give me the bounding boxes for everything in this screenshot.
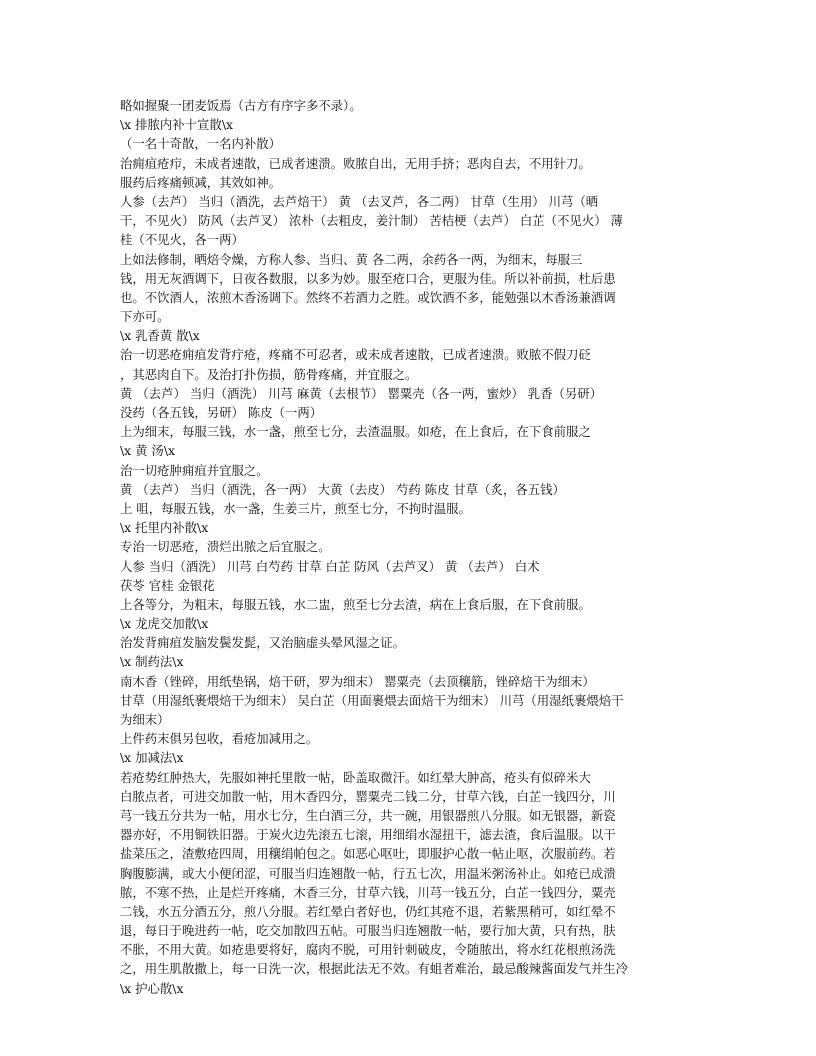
text-line: 桂（不见火，各一两） — [120, 232, 244, 248]
text-line: 甘草（用湿纸裹煨焙干为细末） 吴白芷（用面裹煨去面焙干为细末） 川芎（用湿纸裹煨焙干 — [120, 692, 624, 708]
text-line: 略如握聚一团麦饭焉（古方有序字多不录）。 — [120, 98, 362, 113]
text-line: 若疮势红肿热大，先服如神托里散一帖，卧盖取微汗。如红晕大肿高，疮头有似碎米大 — [120, 769, 591, 785]
text-line: 人参（去芦） 当归（酒洗，去芦焙干） 黄 （去叉芦，各二两） 甘草（生用） 川芎（晒 — [120, 193, 599, 209]
section-heading: \x 制药法\x — [120, 654, 184, 670]
text-line: （一名十奇散，一名内补散） — [120, 136, 282, 152]
text-line: ，其恶肉自下。及治打扑伤损，筋骨疼痛，并宜服之。 — [120, 366, 418, 382]
text-line: 退，每日于晚进药一帖，吃交加散四五帖。可服当归连翘散一帖，要行加大黄，只有热，肤 — [120, 923, 616, 939]
text-line: 上如法修制，晒焙令燥，方称人参、当归、黄 各二两，余药各一两，为细末，每服三 — [120, 251, 583, 267]
document-page — [120, 96, 698, 998]
text-line: 不胀，不用大黄。如疮患要将好，腐肉不脱，可用针刺破皮，令随脓出，将水红花根煎汤洗 — [120, 942, 616, 958]
text-line: 治一切疮肿痈疽并宜服之。 — [120, 462, 269, 478]
text-line: 为细末） — [120, 712, 170, 727]
section-heading: \x 黄 汤\x — [120, 443, 175, 459]
text-line: 脓，不寒不热，止是烂开疼痛，木香三分，甘草六钱，川芎一钱五分，白芷一钱四分，粟壳 — [120, 884, 616, 900]
section-heading: \x 排脓内补十宣散\x — [120, 117, 233, 133]
text-line: 人参 当归（酒洗） 川芎 白芍药 甘草 白芷 防风（去芦叉） 黄 （去芦） 白术 — [120, 558, 540, 574]
text-line: 治一切恶疮痈疽发背疔疮，疼痛不可忍者，或未成者速散，已成者速溃。败脓不假刀砭 — [120, 347, 591, 363]
text-line: 治发背痈疽发脑发鬓发髭，又治脑虚头晕风湿之证。 — [120, 635, 405, 651]
text-line: 茯苓 官桂 金银花 — [120, 577, 215, 593]
text-line: 治痈疽疮疖，未成者速散，已成者速溃。败脓自出，无用手挤；恶肉自去，不用针刀。 — [120, 155, 591, 171]
text-line: 芎一钱五分共为一帖，用水七分，生白酒三分，共一碗，用银器煎八分服。如无银器，新瓷 — [120, 807, 616, 823]
text-line: 胸腹膨满，或大小便闭涩，可服当归连翘散一帖，行五七次，用温米粥汤补止。如疮已成溃 — [120, 865, 616, 881]
text-line: 没药（各五钱，另研） 陈皮（一两） — [120, 405, 323, 420]
section-heading: \x 加减法\x — [120, 750, 184, 766]
text-line: 上件药末俱另包收，看疮加减用之。 — [120, 731, 319, 747]
text-line: 钱，用无灰酒调下，日夜各数服，以多为妙。服至疮口合，更服为佳。所以补前损，杜后患 — [120, 270, 616, 286]
text-line: 白脓点者，可进交加散一帖，用木香四分，罂粟壳二钱二分，甘草六钱，白芷一钱四分，川 — [120, 788, 616, 804]
text-line: 南木香（锉碎，用纸垫锅，焙干研，罗为细末） 罂粟壳（去顶穰筋，锉碎焙干为细末） — [120, 673, 595, 689]
text-line: 之，用生肌散撒上，每一日洗一次，根据此法无不效。有蛆者难治，最忌酸辣酱面发气并生冷 — [120, 961, 629, 977]
section-heading: \x 托里内补散\x — [120, 520, 209, 536]
section-heading: \x 龙虎交加散\x — [120, 616, 209, 632]
text-line: 下亦可。 — [120, 309, 170, 325]
text-line: 盐菜压之，渣敷疮四周，用穰绢帕包之。如恶心呕吐，即服护心散一帖止呕，次服前药。若 — [120, 846, 616, 862]
text-line: 黄 （去芦） 当归（酒洗） 川芎 麻黄（去根节） 罂粟壳（各一两，蜜炒） 乳香（另研） — [120, 385, 603, 401]
text-line: 上各等分，为粗末，每服五钱，水二盅，煎至七分去渣，病在上食后服，在下食前服。 — [120, 596, 591, 612]
text-line: 服药后疼痛顿减，其效如神。 — [120, 174, 282, 190]
section-heading: \x 护心散\x — [120, 980, 184, 996]
text-line: 二钱，水五分酒五分，煎八分服。若红晕白者好也，仍红其疮不退，若紫黑稍可，如红晕不 — [120, 903, 616, 919]
text-line: 黄 （去芦） 当归（酒洗，各一两） 大黄（去皮） 芍药 陈皮 甘草（炙，各五钱） — [120, 481, 565, 497]
text-line: 专治一切恶疮，溃烂出脓之后宜服之。 — [120, 539, 331, 555]
text-line: 干，不见火） 防风（去芦叉） 浓朴（去粗皮，姜汁制） 苦桔梗（去芦） 白芷（不见火） 薄 — [120, 213, 623, 229]
section-heading: \x 乳香黄 散\x — [120, 328, 200, 344]
text-line: 上 咀，每服五钱，水一盏，生姜三片，煎至七分，不拘时温服。 — [120, 500, 471, 516]
text-line: 上为细末，每服三钱，水一盏，煎至七分，去渣温服。如疮，在上食后，在下食前服之 — [120, 424, 591, 440]
text-line: 也。不饮酒人，浓煎木香汤调下。然终不若酒力之胜。或饮酒不多，能勉强以木香汤兼酒调 — [120, 289, 616, 305]
text-line: 器亦好，不用铜铁旧器。于炭火边先滚五七滚，用细绢水湿扭干，滤去渣，食后温服。以干 — [120, 827, 616, 843]
